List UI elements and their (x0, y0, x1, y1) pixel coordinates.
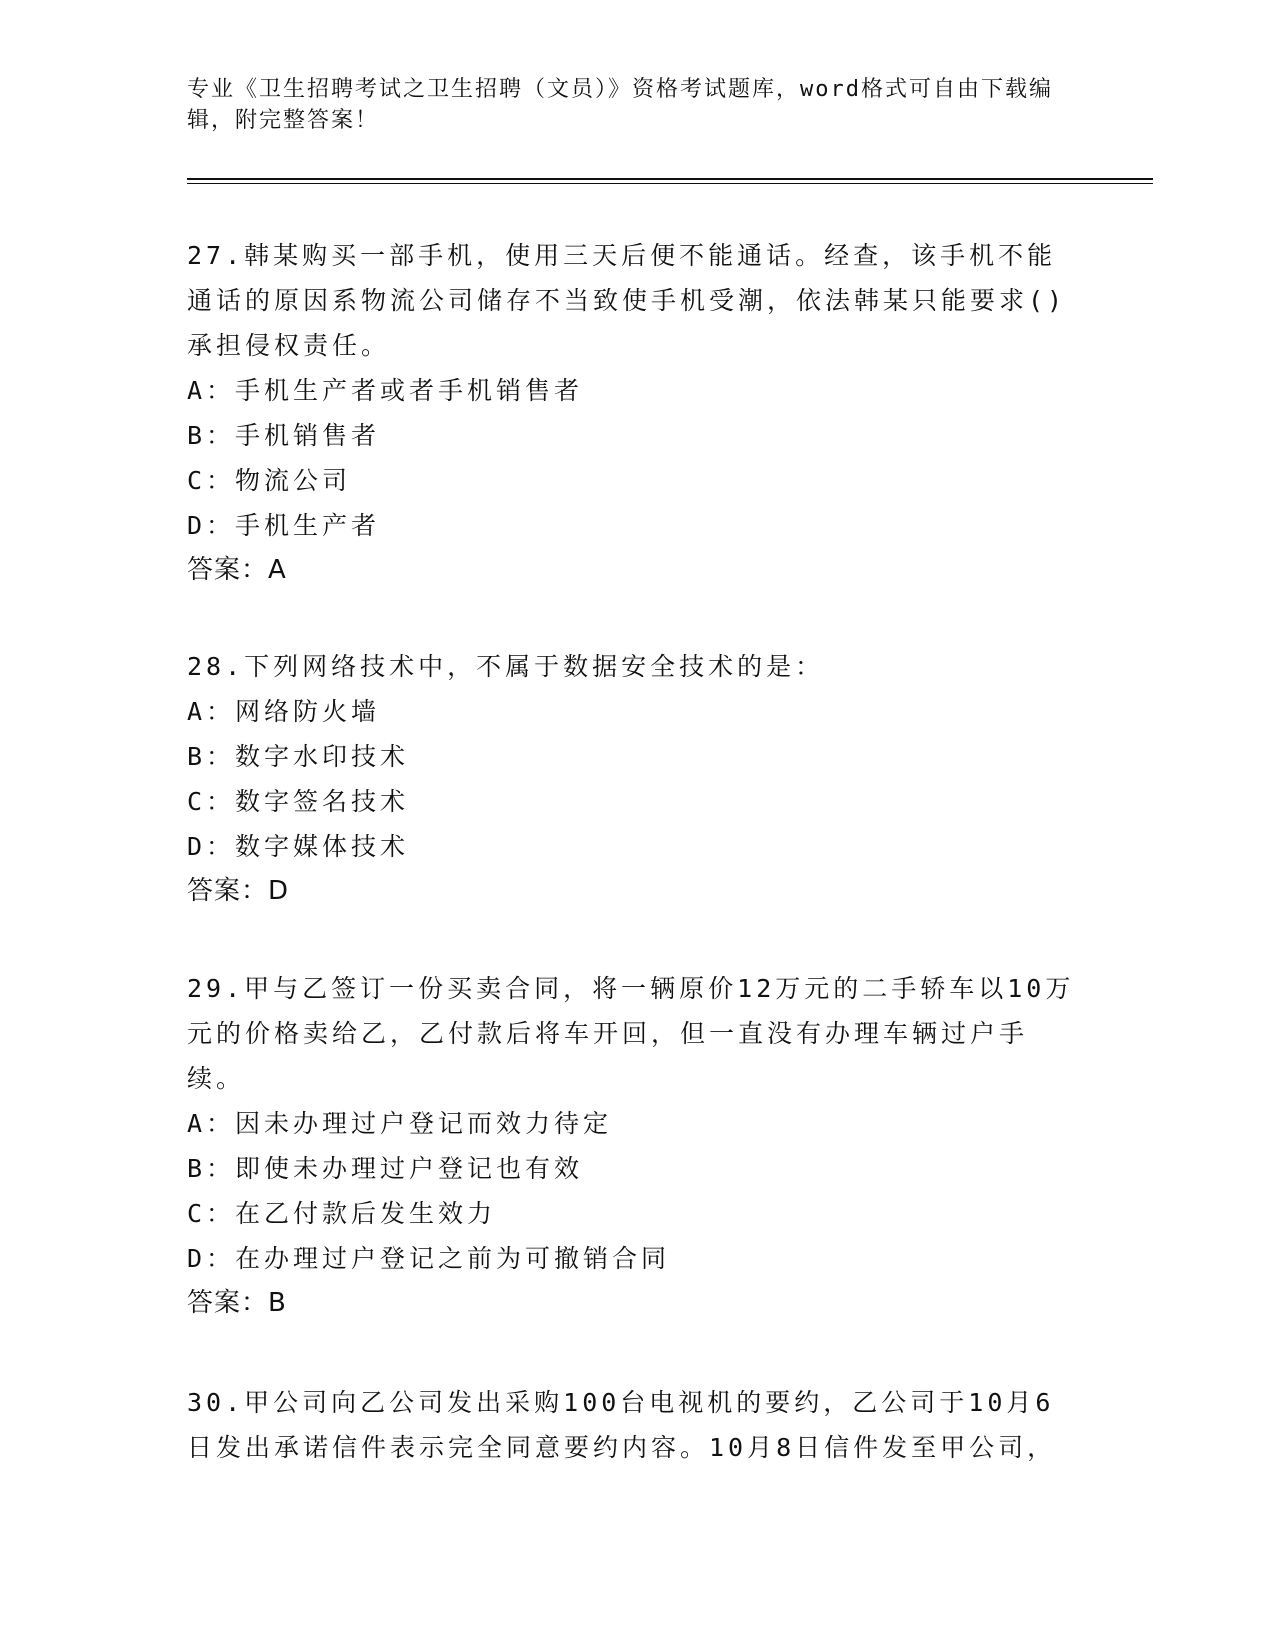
answer-line: 答案：A (187, 555, 287, 585)
header-divider-thin (187, 183, 1153, 184)
question-27 (187, 233, 1077, 593)
question-28 (187, 644, 1077, 914)
option-c: C：在乙付款后发生效力 (187, 1199, 497, 1228)
question-stem: 28.下列网络技术中，不属于数据安全技术的是： (187, 652, 825, 681)
answer-line: 答案：B (187, 1288, 287, 1318)
document-header: 专业《卫生招聘考试之卫生招聘（文员）》资格考试题库，word格式可自由下载编辑，附完整答案！ (187, 77, 1053, 133)
option-d: D：数字媒体技术 (187, 832, 410, 861)
option-d: D：手机生产者 (187, 511, 381, 540)
question-stem: 27.韩某购买一部手机，使用三天后便不能通话。经查，该手机不能通话的原因系物流公司储存不当致使手机受潮，依法韩某只能要求()承担侵权责任。 (187, 241, 1067, 360)
option-b: B：数字水印技术 (187, 742, 410, 771)
option-b: B：手机销售者 (187, 421, 381, 450)
header-divider-thick (187, 178, 1153, 180)
option-a: A：手机生产者或者手机销售者 (187, 376, 584, 405)
question-stem: 30.甲公司向乙公司发出采购100台电视机的要约，乙公司于10月6日发出承诺信件表示完全同意要约内容。10月8日信件发至甲公司， (187, 1388, 1057, 1462)
option-c: C：数字签名技术 (187, 787, 410, 816)
question-29 (187, 966, 1077, 1326)
option-a: A：因未办理过户登记而效力待定 (187, 1109, 613, 1138)
option-b: B：即使未办理过户登记也有效 (187, 1154, 584, 1183)
option-c: C：物流公司 (187, 466, 352, 495)
option-a: A：网络防火墙 (187, 697, 381, 726)
question-stem: 29.甲与乙签订一份买卖合同，将一辆原价12万元的二手轿车以10万元的价格卖给乙，乙付款后将车开回，但一直没有办理车辆过户手续。 (187, 974, 1075, 1093)
question-30 (187, 1380, 1077, 1470)
answer-line: 答案：D (187, 876, 290, 906)
option-d: D：在办理过户登记之前为可撤销合同 (187, 1244, 671, 1273)
